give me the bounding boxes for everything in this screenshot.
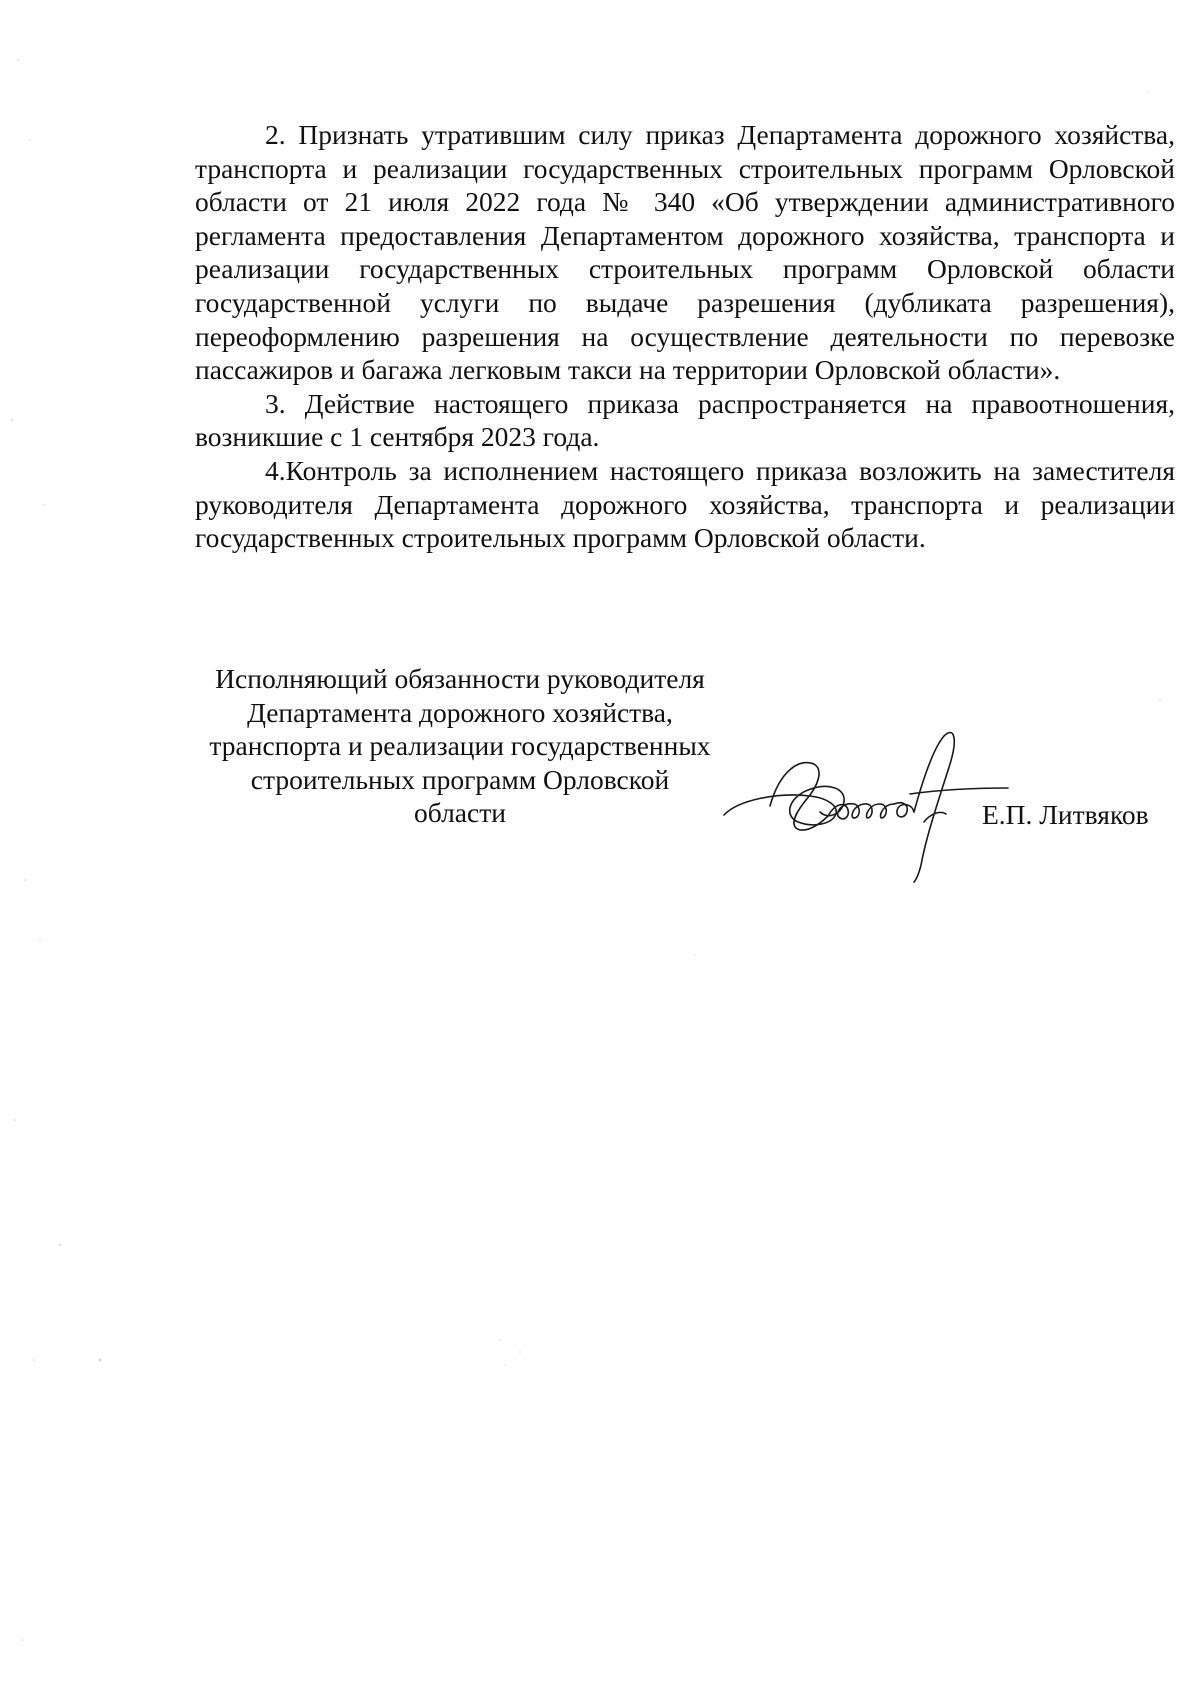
body-text bbox=[195, 118, 1175, 555]
position-line: строительных программ Орловской bbox=[250, 763, 670, 795]
handwritten-signature bbox=[718, 710, 1018, 890]
signer-name: Е.П. Литвяков bbox=[982, 799, 1149, 830]
position-line: Департамента дорожного хозяйства, bbox=[247, 696, 673, 728]
position-line: области bbox=[414, 797, 506, 829]
paragraph-2: 2. Признать утратившим силу приказ Департамента дорожного хозяйства, транспорта и реализации государственных строительных программ Орловской области от 21 июля 2022 года № 340 «Об утверждении административного регламента предоставления Департаментом дорожного хозяйства, транспорта и реализации государственных строительных программ Орловской области государственной услуги по выдаче разрешения (дубликата разрешения), переоформлению разрешения на осуществление деятельности по перевозке пассажиров и багажа легковым такси на территории Орловской области». bbox=[195, 119, 1175, 386]
position-line: Исполняющий обязанности руководителя bbox=[215, 663, 705, 694]
position-line: транспорта и реализации государственных bbox=[209, 730, 711, 762]
paragraph-4: 4.Контроль за исполнением настоящего приказа возложить на заместителя руководителя Департамента дорожного хозяйства, транспорта и реализации государственных строительных программ Орловской области. bbox=[195, 454, 1175, 554]
signatory-position bbox=[190, 662, 730, 830]
paragraph-3: 3. Действие настоящего приказа распространяется на правоотношения, возникшие с 1 сентября 2023 года. bbox=[195, 387, 1175, 453]
